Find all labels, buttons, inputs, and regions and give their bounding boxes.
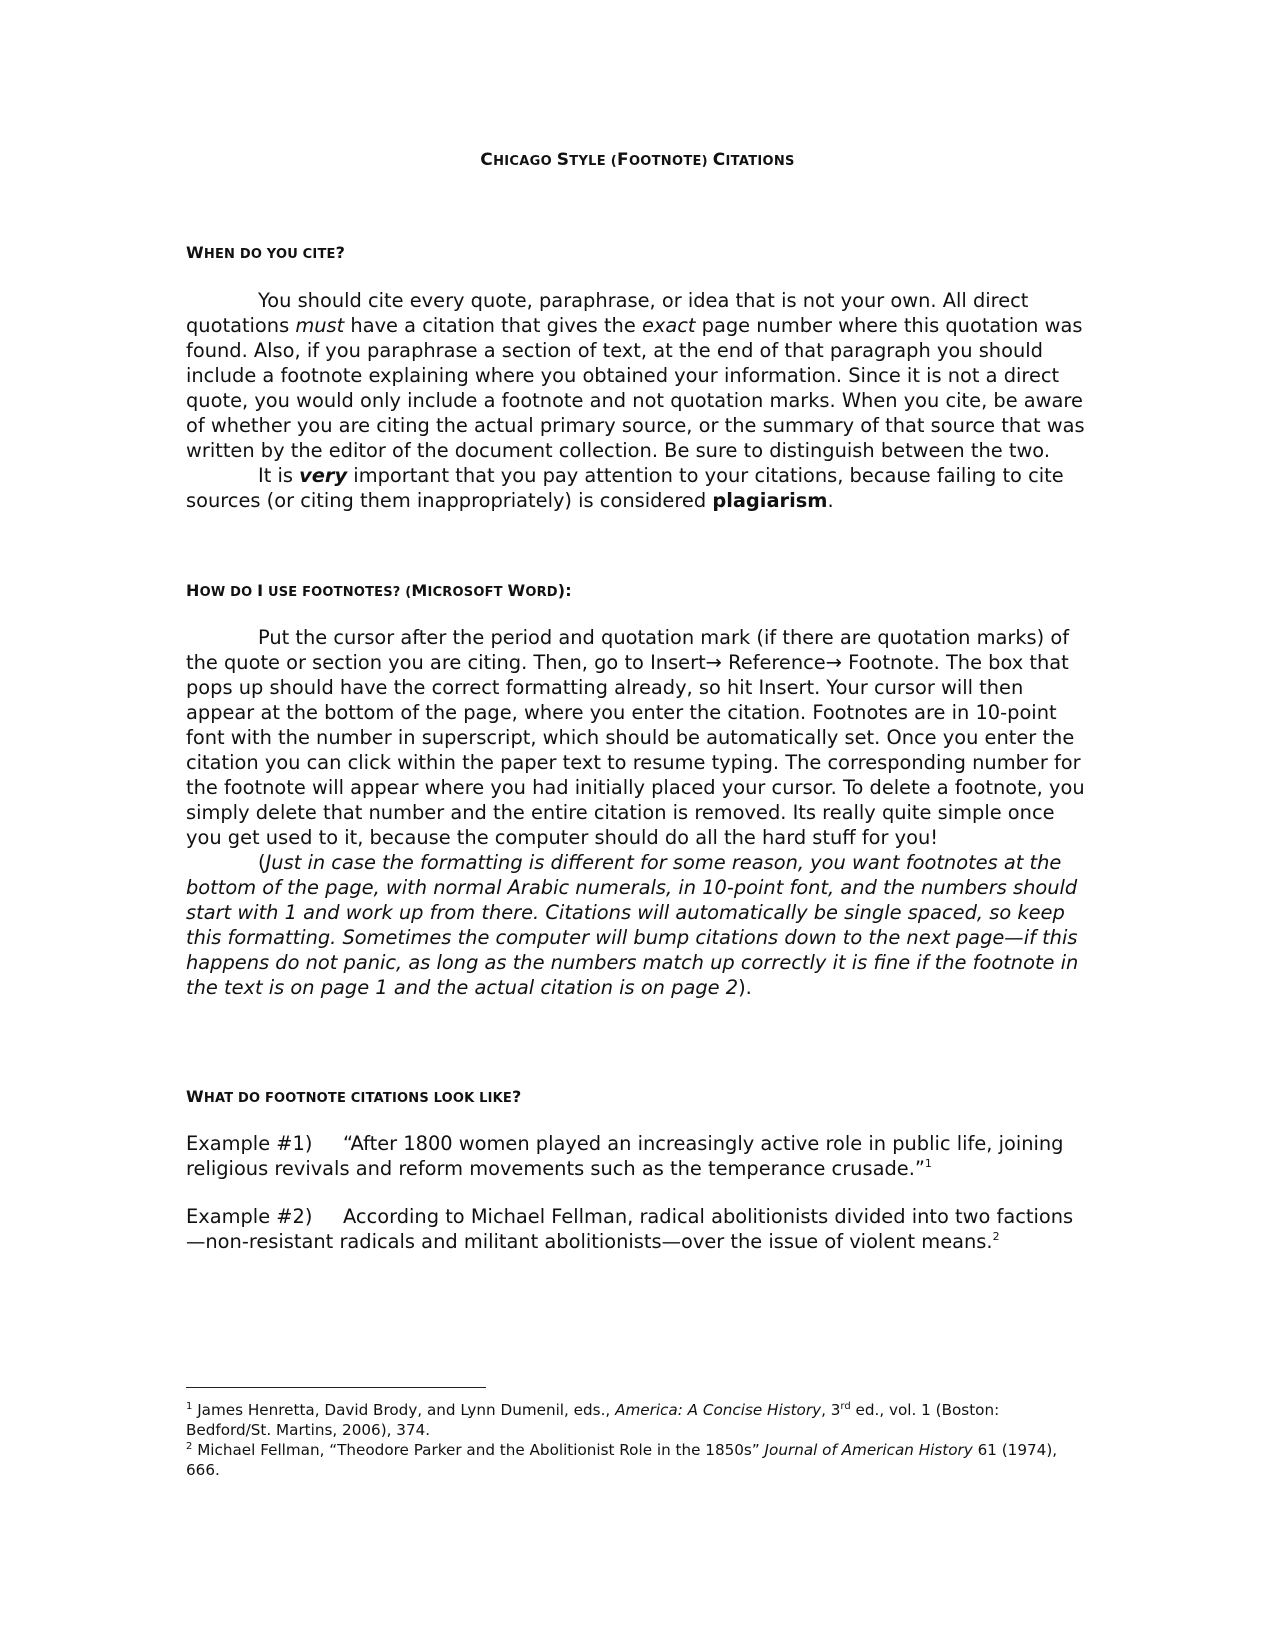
- heading-text: I: [257, 581, 264, 600]
- footnote-title: Journal of American History: [764, 1441, 973, 1459]
- title-text: HICAGO: [493, 154, 557, 169]
- section-heading-what-look-like: [186, 1087, 522, 1106]
- paragraph-text: important that you pay attention to your citations, because failing to cite sources (or citing them inappropriately) is considered: [186, 464, 1064, 512]
- footnote-number: 1: [186, 1401, 193, 1412]
- footnote-number: 2: [186, 1441, 193, 1452]
- paragraph-text: .: [827, 489, 834, 512]
- title-text: TYLE (: [569, 154, 618, 169]
- title-text: C: [480, 150, 494, 170]
- heading-text: HAT DO FOOTNOTE CITATIONS LOOK LIKE: [203, 1091, 513, 1106]
- heading-text: M: [411, 581, 428, 600]
- footnote-1: [186, 1400, 1086, 1440]
- emphasis-text: must: [295, 314, 345, 337]
- heading-text: ):: [557, 581, 572, 600]
- paragraph: [186, 1131, 1086, 1181]
- example-text: According to Michael Fellman, radical abolitionists divided into two factions—non-resistant radicals and militant abolitionists—over the issue of violent means.: [186, 1205, 1074, 1253]
- heading-text: ?: [335, 243, 346, 262]
- example-2: [186, 1204, 1086, 1254]
- heading-text: ORD: [525, 585, 558, 600]
- footnote-reference[interactable]: 1: [924, 1157, 932, 1170]
- title-text: F: [617, 150, 629, 170]
- example-label: Example #2): [186, 1205, 313, 1228]
- document-title: [0, 150, 1275, 170]
- footnote-text: , 3: [821, 1401, 841, 1419]
- heading-text: USE FOOTNOTES? (: [263, 585, 412, 600]
- footnote-2: [186, 1440, 1086, 1480]
- title-text: C: [712, 150, 726, 170]
- emphasis-text: very: [299, 464, 348, 487]
- footnote-text: James Henretta, David Brody, and Lynn Dumenil, eds.,: [192, 1401, 616, 1419]
- paragraph: [186, 463, 1086, 513]
- example-text: “After 1800 women played an increasingly active role in public life, joining religious revivals and reform movements such as the temperance crusade.”: [186, 1132, 1064, 1180]
- paragraph: Put the cursor after the period and quotation mark (if there are quotation marks) of the quote or section you are citing. Then, go to Insert→ Reference→ Footnote. The box that pops up should have the correct formatting already, so hit Insert. Your cursor will then appear at the bottom of the page, where you enter the citation. Footnotes are in 10-point font with the number in superscript, which should be automatically set. Once you enter the citation you can click within the paper text to resume typing. The corresponding number for the footnote will appear where you had initially placed your cursor. To delete a footnote, you simply delete that number and the entire citation is removed. Its really quite simple once you get used to it, because the computer should do all the hard stuff for you!: [186, 626, 1085, 849]
- emphasis-text: Just in case the formatting is different for some reason, you want footnotes at the bottom of the page, with normal Arabic numerals, in 10-point font, and the numbers should start with 1 and work up from there. Citations will automatically be single spaced, so keep this formatting. Sometimes the computer will bump citations down to the next page—if this happens do not panic, as long as the numbers match up correctly it is fine if the footnote in the text is on page 1 and the actual citation is on page 2: [186, 851, 1079, 999]
- heading-text: W: [186, 1087, 204, 1106]
- paragraph: [186, 1204, 1086, 1254]
- paragraph: [186, 288, 1086, 463]
- heading-text: W: [186, 243, 204, 262]
- title-text: S: [556, 150, 570, 170]
- paragraph-text: You should cite every quote, paraphrase, or idea that is not your own. All direct quotations: [186, 289, 1029, 337]
- heading-text: OW DO: [199, 585, 258, 600]
- footnote-title: America: A Concise History: [615, 1401, 822, 1419]
- title-text: OOTNOTE): [628, 154, 713, 169]
- emphasis-text: exact: [641, 314, 696, 337]
- section-body-when-cite: [186, 288, 1086, 513]
- footnote-text: 61 (1974), 666.: [186, 1441, 1058, 1479]
- paragraph-text: It is: [258, 464, 300, 487]
- paragraph-text: page number where this quotation was found. Also, if you paraphrase a section of text, at the end of that paragraph you should include a footnote explaining where you obtained your information. Since it is not a direct quote, you would only include a footnote and not quotation marks. When you cite, be aware of whether you are citing the actual primary source, or the summary of that source that was written by the editor of the document collection. Be sure to distinguish between the two.: [186, 314, 1085, 462]
- footnote-text: Michael Fellman, “Theodore Parker and the Abolitionist Role in the 1850s”: [192, 1441, 765, 1459]
- paragraph-text: have a citation that gives the: [344, 314, 642, 337]
- footnote-reference[interactable]: 2: [992, 1230, 1000, 1243]
- ordinal-suffix: rd: [840, 1401, 851, 1412]
- heading-text: ?: [512, 1087, 522, 1106]
- paragraph: [186, 850, 1086, 1000]
- section-body-how-footnotes: [186, 625, 1086, 1000]
- heading-text: HEN DO YOU CITE: [203, 247, 336, 262]
- footnote-separator: [186, 1387, 486, 1388]
- example-label: Example #1): [186, 1132, 313, 1155]
- paragraph-text: (: [258, 851, 266, 874]
- example-1: [186, 1131, 1086, 1181]
- heading-text: ICROSOFT: [427, 585, 508, 600]
- footnotes: [186, 1400, 1086, 1480]
- section-heading-when-cite: [186, 243, 345, 262]
- heading-text: H: [186, 581, 200, 600]
- section-heading-how-footnotes: [186, 581, 572, 600]
- paragraph-text: ).: [738, 976, 752, 999]
- footnote-text: ed., vol. 1 (Boston: Bedford/St. Martins, 2006), 374.: [186, 1401, 1000, 1439]
- heading-text: W: [507, 581, 526, 600]
- strong-text: plagiarism: [712, 489, 828, 512]
- title-text: ITATIONS: [725, 154, 795, 169]
